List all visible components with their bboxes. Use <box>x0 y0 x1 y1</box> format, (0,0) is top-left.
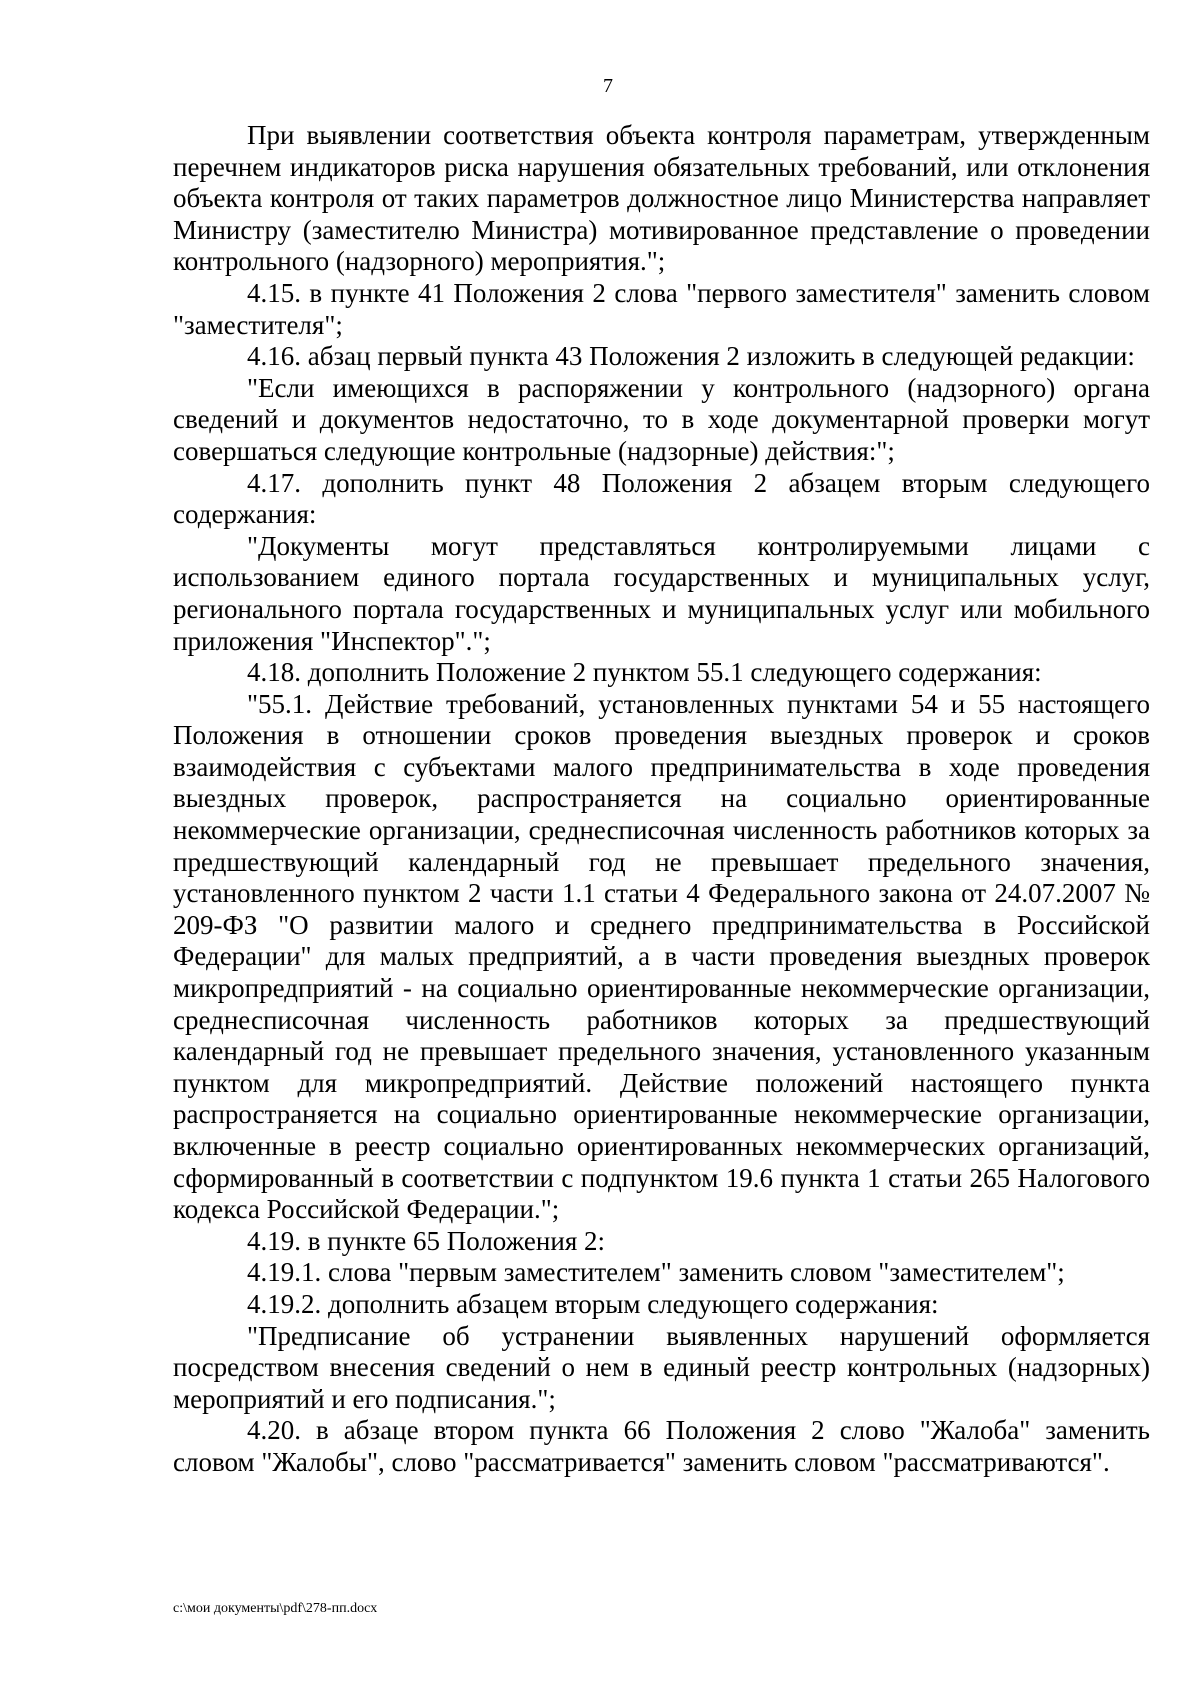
paragraph: 4.19.1. слова "первым заместителем" заменить словом "заместителем"; <box>247 1257 1065 1288</box>
document-body <box>173 120 1150 1479</box>
paragraph: "Предписание об устранении выявленных нарушений оформляется посредством внесения сведений о нем в единый реестр контрольных (надзорных) мероприятий и его подписания."; <box>173 1320 1150 1414</box>
paragraph: 4.20. в абзаце втором пункта 66 Положения 2 слово "Жалоба" заменить словом "Жалобы", слово "рассматривается" заменить словом "рассматриваются". <box>173 1415 1150 1477</box>
paragraph: 4.16. абзац первый пункта 43 Положения 2 изложить в следующей редакции: <box>247 341 1135 372</box>
paragraph: 4.18. дополнить Положение 2 пунктом 55.1 следующего содержания: <box>247 657 1042 688</box>
paragraph: 4.19. в пункте 65 Положения 2: <box>247 1225 605 1256</box>
paragraph: 4.19.2. дополнить абзацем вторым следующего содержания: <box>247 1288 939 1319</box>
paragraph: "55.1. Действие требований, установленных пунктами 54 и 55 настоящего Положения в отношении сроков проведения выездных проверок и сроков взаимодействия с субъектами малого предпринимательства в ходе проведения выездных проверок, распространяется на социально ориентированные некоммерческие организации, среднесписочная численность работников которых за предшествующий календарный год не превышает предельного значения, установленного пунктом 2 части 1.1 статьи 4 Федерального закона от 24.07.2007 № 209-ФЗ "О развитии малого и среднего предпринимательства в Российской Федерации" для малых предприятий, а в части проведения выездных проверок микропредприятий - на социально ориентированные некоммерческие организации, среднесписочная численность работников которых за предшествующий календарный год не превышает предельного значения, установленного указанным пунктом для микропредприятий. Действие положений настоящего пункта распространяется на социально ориентированные некоммерческие организации, включенные в реестр социально ориентированных некоммерческих организаций, сформированный в соответствии с подпунктом 19.6 пункта 1 статьи 265 Налогового кодекса Российской Федерации."; <box>173 688 1150 1225</box>
paragraph: "Документы могут представляться контролируемыми лицами с использованием единого портала государственных и муниципальных услуг, регионального портала государственных и муниципальных услуг или мобильного приложения "Инспектор"."; <box>173 530 1150 656</box>
paragraph: При выявлении соответствия объекта контроля параметрам, утвержденным перечнем индикаторов риска нарушения обязательных требований, или отклонения объекта контроля от таких параметров должностное лицо Министерства направляет Министру (заместителю Министра) мотивированное представление о проведении контрольного (надзорного) мероприятия."; <box>173 120 1150 277</box>
paragraph: 4.17. дополнить пункт 48 Положения 2 абзацем вторым следующего содержания: <box>173 467 1150 530</box>
page-number: 7 <box>603 75 613 97</box>
paragraph: "Если имеющихся в распоряжении у контрольного (надзорного) органа сведений и документов недостаточно, то в ходе документарной проверки могут совершаться следующие контрольные (надзорные) действия:"; <box>173 372 1150 466</box>
paragraph: 4.15. в пункте 41 Положения 2 слова "первого заместителя" заменить словом "заместителя"; <box>173 277 1150 340</box>
footer-file-path: c:\мои документы\pdf\278-пп.docx <box>173 1601 378 1616</box>
